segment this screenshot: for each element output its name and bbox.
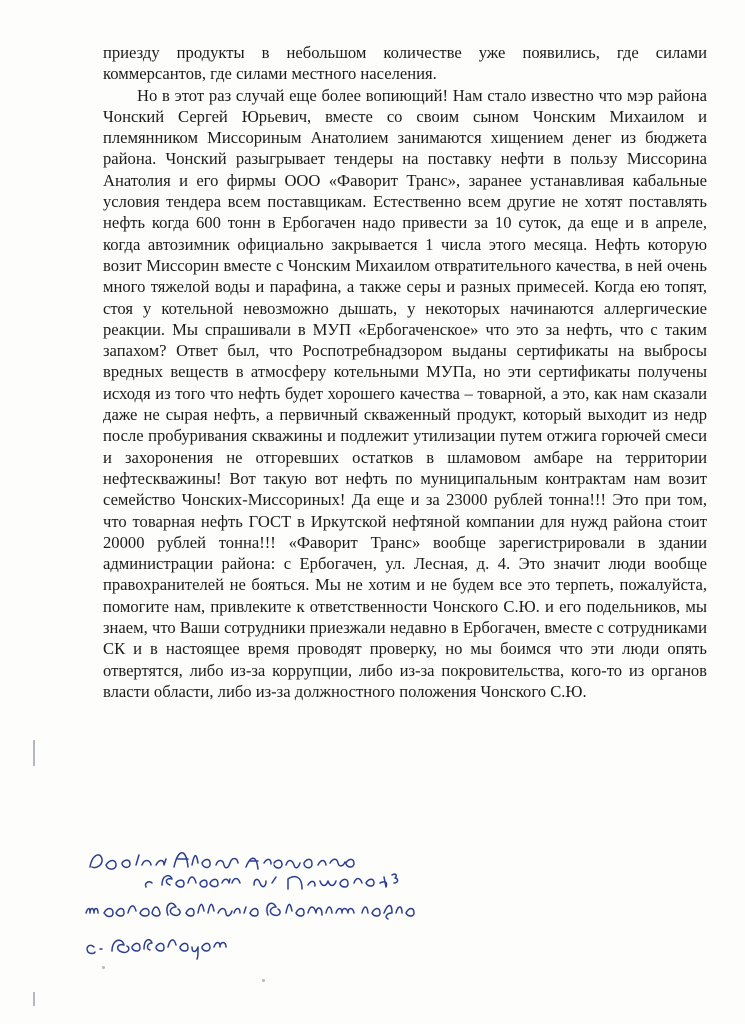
margin-mark bbox=[33, 992, 35, 1006]
handwritten-signature-block bbox=[82, 843, 422, 963]
scan-speck bbox=[102, 966, 105, 969]
margin-mark bbox=[33, 740, 35, 766]
paragraph-continuation: приезду продукты в небольшом количестве уже появились, где силами коммерсантов, где силами местного населения. bbox=[103, 43, 707, 84]
scan-speck bbox=[262, 979, 265, 982]
letter-body bbox=[103, 42, 707, 702]
paragraph-complaint: Но в этот раз случай еще более вопиющий! Нам стало известно что мэр района Чонский Сергей Юрьевич, вместе со своим сыном Чонским Михаилом и племянником Миссориным Анатолием занимаются хищением денег из бюджета района. Чонский разыгрывает тендеры на поставку нефти в пользу Миссорина Анатолия и его фирмы ООО «Фаворит Транс», заранее устанавливая кабальные условия тендера всем поставщикам. Естественно всем другие не хотят поставлять нефть когда 600 тонн в Ербогачен надо привести за 10 суток, да еще и в апреле, когда автозимник официально закрывается 1 числа этого месяца. Нефть которую возит Миссорин вместе с Чонским Михаилом отвратительного качества, в ней очень много тяжелой воды и парафина, а также серы и разных примесей. Когда ею топят, стоя у котельной невозможно дышать, у некоторых начинаются аллергические реакции. Мы спрашивали в МУП «Ербогаченское» что это за нефть, что с таким запахом? Ответ был, что Роспотребнадзором выданы сертификаты на выбросы вредных веществ в атмосферу котельными МУПа, но эти сертификаты получены исходя из того что нефть будет хорошего качества – товарной, а это, как нам сказали даже не сырая нефть, а первичный скваженный продукт, который выходит из недр после пробуривания скважины и подлежит утилизации путем отжига горючей смеси и захоронения не отгоревших остатков в шламовом амбаре на территории нефтескважины! Вот такую вот нефть по муниципальным контрактам нам возит семейство Чонских-Миссориных! Да еще и за 23000 рублей тонна!!! Это при том, что товарная нефть ГОСТ в Иркутской нефтяной компании для нужд района стоит 20000 рублей тонна!!! «Фаворит Транс» вообще зарегистрировали в здании администрации района: с Ербогачен, ул. Лесная, д. 4. Это значит люди вообще правохранителей не бояться. Мы не хотим и не будем все это терпеть, пожалуйста, помогите нам, привлеките к ответственности Чонского С.Ю. и его подельников, мы знаем, что Ваши сотрудники приезжали недавно в Ербогачен, вместе с сотрудниками СК и в настоящее время проводят проверку, но мы боимся что эти люди опять отвертятся, либо из-за коррупции, либо из-за покровительства, кого-то из органов власти области, либо из-за должностного положения Чонского С.Ю. bbox=[103, 85, 707, 701]
signature-handwriting bbox=[82, 843, 422, 963]
